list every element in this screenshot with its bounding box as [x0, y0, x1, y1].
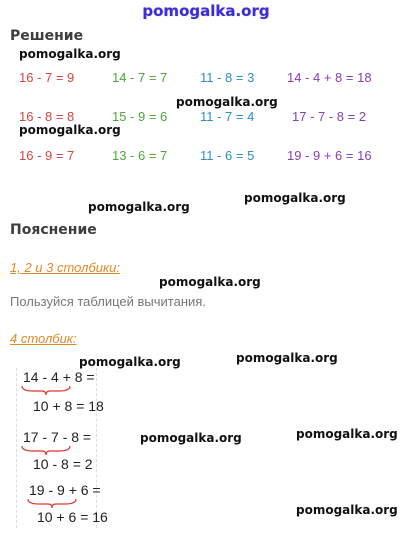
watermark: pomogalka.org [19, 47, 121, 61]
answer-cell: 11 - 7 = 4 [200, 109, 255, 124]
answer-cell: 16 - 9 = 7 [19, 148, 75, 163]
site-title[interactable]: pomogalka.org [142, 2, 270, 20]
guide-line [96, 368, 97, 528]
watermark: pomogalka.org [244, 191, 346, 205]
solution-heading: Решение [10, 28, 84, 44]
watermark: pomogalka.org [296, 503, 398, 517]
step-result: 10 - 8 = 2 [33, 456, 93, 472]
step-expression: 19 - 9 + 6 = [29, 482, 101, 498]
underbrace-icon [21, 445, 71, 456]
answer-cell: 17 - 7 - 8 = 2 [292, 109, 367, 124]
watermark: pomogalka.org [140, 431, 242, 445]
section-columns-1-3-title: 1, 2 и 3 столбики: [10, 260, 120, 275]
answer-cell: 14 - 7 = 7 [112, 70, 168, 85]
answer-cell: 16 - 8 = 8 [19, 109, 75, 124]
underbrace-icon [21, 385, 71, 396]
step-expression: 17 - 7 - 8 = [23, 429, 92, 445]
step-result: 10 + 8 = 18 [33, 398, 104, 414]
watermark: pomogalka.org [159, 275, 261, 289]
step-result: 10 + 6 = 16 [37, 509, 108, 525]
watermark: pomogalka.org [19, 123, 121, 137]
solution-row [19, 148, 399, 166]
watermark: pomogalka.org [236, 351, 338, 365]
guide-line [16, 368, 17, 528]
watermark: pomogalka.org [88, 200, 190, 214]
answer-cell: 15 - 9 = 6 [112, 109, 168, 124]
watermark: pomogalka.org [79, 355, 181, 369]
answer-cell: 13 - 6 = 7 [112, 148, 168, 163]
answer-cell: 16 - 7 = 9 [19, 70, 75, 85]
solution-row [19, 70, 399, 88]
watermark: pomogalka.org [296, 427, 398, 441]
explanation-heading: Пояснение [10, 222, 97, 238]
section-column-4-title: 4 столбик: [10, 331, 77, 346]
step-expression: 14 - 4 + 8 = [23, 369, 95, 385]
answer-cell: 19 - 9 + 6 = 16 [287, 148, 372, 163]
underbrace-icon [27, 498, 77, 509]
answer-cell: 11 - 8 = 3 [200, 70, 255, 85]
subtraction-table-hint: Пользуйся таблицей вычитания. [10, 294, 206, 309]
answer-cell: 14 - 4 + 8 = 18 [287, 70, 372, 85]
answer-cell: 11 - 6 = 5 [200, 148, 255, 163]
watermark: pomogalka.org [176, 95, 278, 109]
